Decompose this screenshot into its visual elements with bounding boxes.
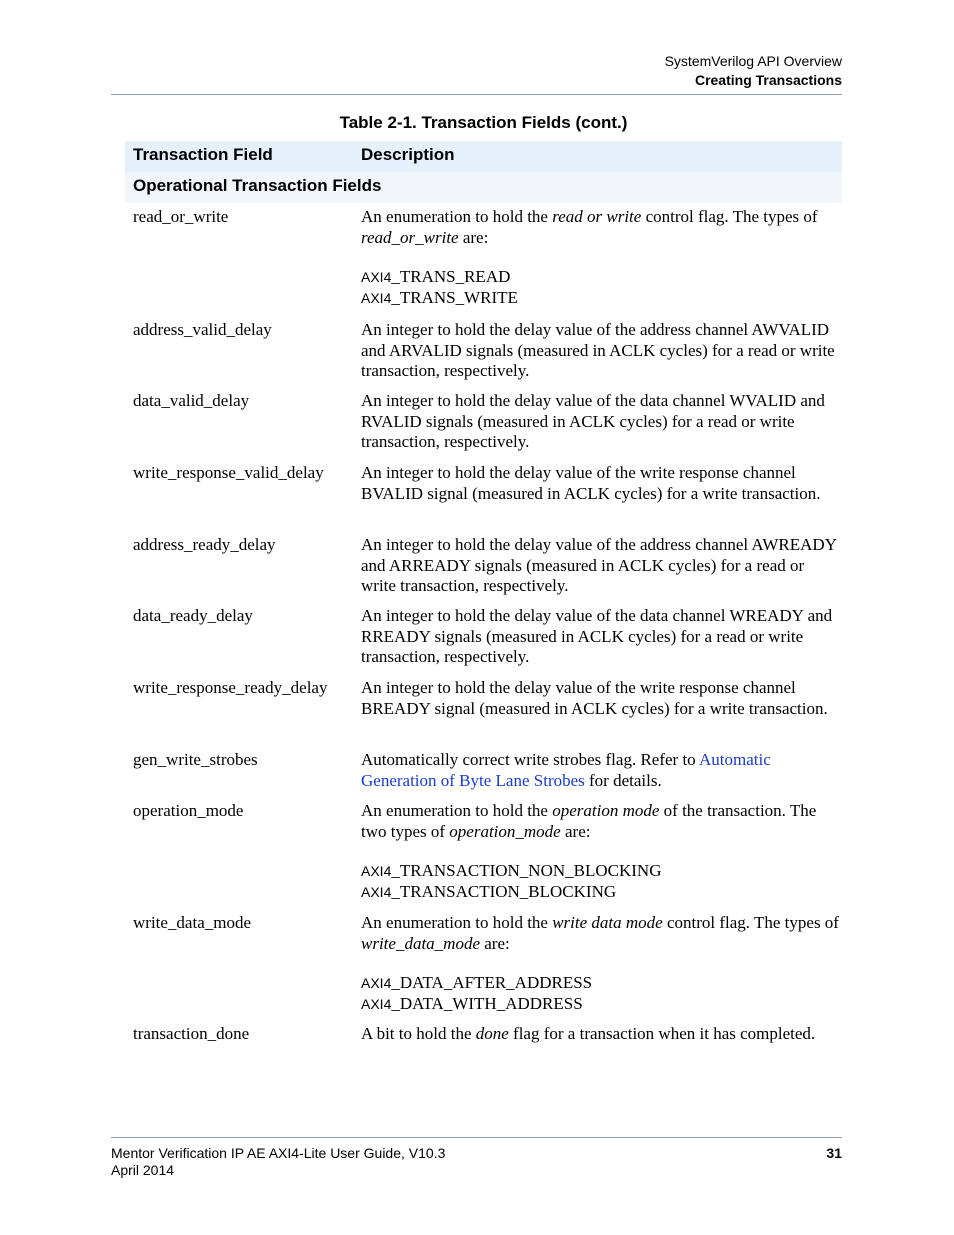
field-name: data_ready_delay: [133, 606, 253, 625]
field-description: An integer to hold the delay value of the write response channel BVALID signal (measured in ACLK cycles) for a write transaction.: [361, 463, 821, 503]
field-name: gen_write_strobes: [133, 750, 258, 769]
table-caption: Table 2-1. Transaction Fields (cont.): [339, 113, 628, 132]
running-header-section: Creating Transactions: [694, 72, 842, 88]
field-name: address_valid_delay: [133, 320, 272, 339]
column-header-description: Description: [361, 145, 455, 164]
enum-value: AXI4_DATA_WITH_ADDRESS: [361, 993, 583, 1013]
footer-info: [111, 1145, 445, 1179]
footer-rule: [111, 1137, 842, 1138]
field-description: An enumeration to hold the read or write control flag. The types of read_or_write are: AXI4_TRANS_READ AXI4_TRANS_WRITE: [361, 207, 839, 308]
field-description: An integer to hold the delay value of the address channel AWVALID and ARVALID signals (measured in ACLK cycles) for a read or write transaction, respectively.: [361, 320, 835, 380]
field-name: write_response_ready_delay: [133, 678, 328, 697]
field-description: An enumeration to hold the operation mode of the transaction. The two types of operation_mode are: AXI4_TRANSACTION_NON_BLOCKING AXI4_TRANSACTION_BLOCKING: [361, 801, 839, 902]
field-description: Automatically correct write strobes flag. Refer to Automatic Generation of Byte Lane Strobes for details.: [361, 750, 771, 790]
enum-value: AXI4_DATA_AFTER_ADDRESS: [361, 973, 593, 992]
header-rule: [111, 94, 842, 95]
enum-value: AXI4_TRANS_WRITE: [361, 287, 518, 307]
enum-value: AXI4_TRANSACTION_BLOCKING: [361, 881, 617, 901]
field-name: transaction_done: [133, 1024, 250, 1043]
field-description: An integer to hold the delay value of the address channel AWREADY and ARREADY signals (measured in ACLK cycles) for a read or write transaction, respectively.: [361, 535, 837, 595]
field-description: A bit to hold the done flag for a transaction when it has completed.: [361, 1024, 816, 1043]
field-description: An integer to hold the delay value of the data channel WVALID and RVALID signals (measured in ACLK cycles) for a read or write transaction, respectively.: [361, 391, 825, 451]
running-header-chapter: SystemVerilog API Overview: [664, 53, 842, 69]
enum-value: AXI4_TRANSACTION_NON_BLOCKING: [361, 861, 662, 880]
footer-title: Mentor Verification IP AE AXI4-Lite User Guide, V10.3: [111, 1145, 446, 1161]
field-name: data_valid_delay: [133, 391, 250, 410]
field-name: write_response_valid_delay: [133, 463, 324, 482]
enum-value: AXI4_TRANS_READ: [361, 267, 511, 286]
column-header-field: Transaction Field: [133, 145, 273, 164]
section-heading: Operational Transaction Fields: [133, 176, 382, 195]
field-description: An integer to hold the delay value of the write response channel BREADY signal (measured in ACLK cycles) for a write transaction.: [361, 678, 828, 718]
cross-reference-link[interactable]: Automatic Generation of Byte Lane Strobes: [361, 750, 771, 790]
footer-date: April 2014: [111, 1162, 175, 1178]
page-number: 31: [826, 1145, 842, 1161]
field-name: operation_mode: [133, 801, 244, 820]
field-name: read_or_write: [133, 207, 229, 226]
field-name: write_data_mode: [133, 913, 252, 932]
field-description: An integer to hold the delay value of the data channel WREADY and RREADY signals (measured in ACLK cycles) for a read or write transaction, respectively.: [361, 606, 833, 666]
field-name: address_ready_delay: [133, 535, 276, 554]
field-description: An enumeration to hold the write data mode control flag. The types of write_data_mode are: AXI4_DATA_AFTER_ADDRESS AXI4_DATA_WITH_ADDRESS: [361, 913, 839, 1013]
